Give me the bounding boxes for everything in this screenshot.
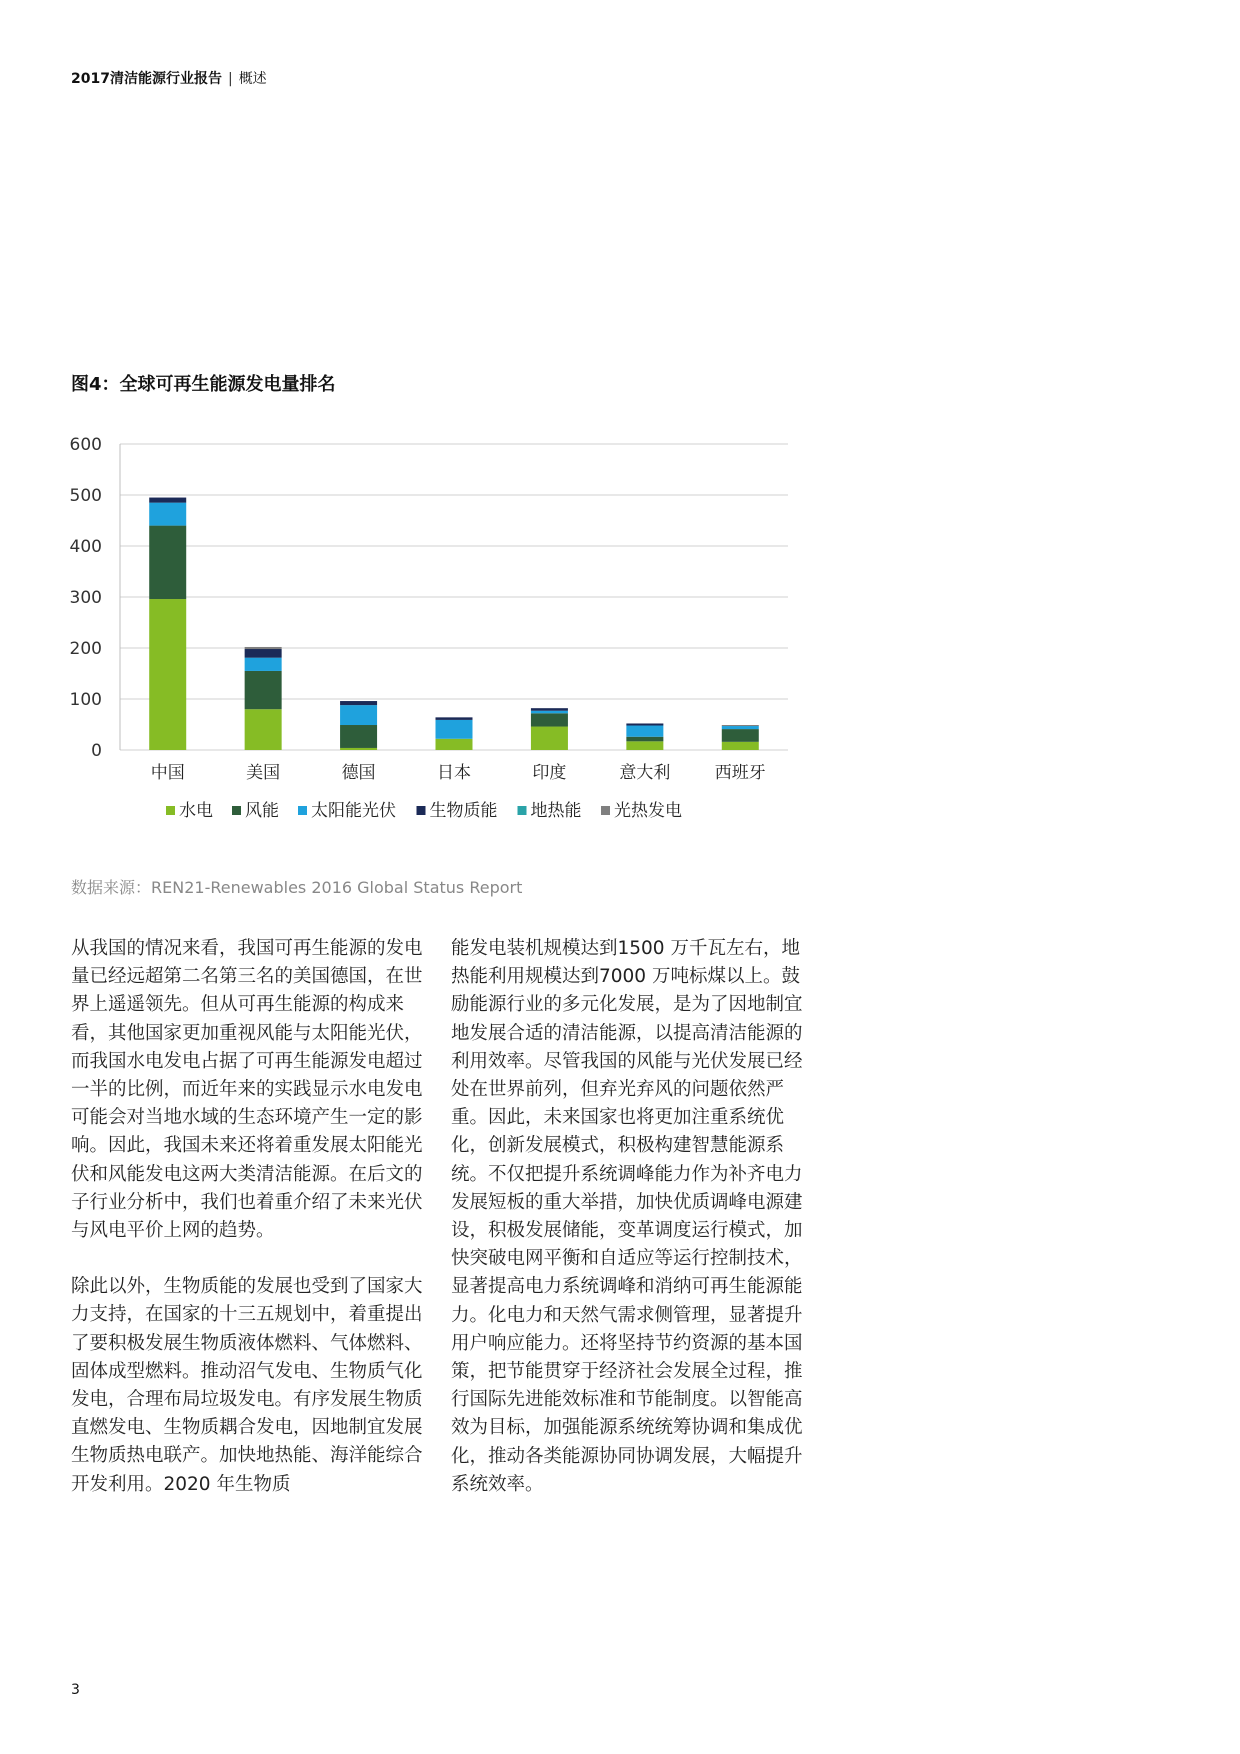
bar-segment [245,709,282,750]
figure-title: 图4：全球可再生能源发电量排名 [71,374,336,395]
bar-segment [149,526,186,599]
y-tick-label: 200 [69,639,102,659]
bar-segment [149,498,186,503]
bar-segment [340,748,377,750]
section-name: 概述 [238,71,267,87]
bar-segment [245,658,282,671]
body-paragraph: 能发电装机规模达到1500 万千瓦左右，地热能利用规模达到7000 万吨标煤以上。鼓励能源行业的多元化发展，是为了因地制宜地发展合适的清洁能源，以提高清洁能源的利用效率。尽管我国的风能与光伏发展已经处在世界前列，但弃光弃风的问题依然严重。因此，未来国家也将更加注重系统优化，创新发展模式，积极构建智慧能源系统。不仅把提升系统调峰能力作为补齐电力发展短板的重大举措，加快优质调峰电源建设，积极发展储能，变革调度运行模式，加快突破电网平衡和自适应等运行控制技术，显著提高电力系统调峰和消纳可再生能源能力。化电力和天然气需求侧管理，显著提升用户响应能力。还将坚持节约资源的基本国策，把节能贯穿于经济社会发展全过程，推行国际先进能效标准和节能制度。以智能高效为目标，加强能源系统统筹协调和集成优化，推动各类能源协同协调发展，大幅提升系统效率。 [451,938,803,1495]
legend-label: 生物质能 [429,801,498,821]
x-tick-label: 日本 [437,763,471,783]
legend-swatch [298,806,307,815]
bar-segment [149,503,186,526]
running-header [71,68,267,88]
legend-swatch [166,806,175,815]
bar-segment [340,701,377,705]
bar-segment [436,720,473,739]
bar-segment [245,647,282,649]
legend-swatch [601,806,610,815]
header-separator: | [227,71,233,87]
y-tick-label: 300 [69,588,102,608]
bar-segment [245,671,282,709]
legend-swatch [232,806,241,815]
y-tick-label: 100 [69,690,102,710]
bar-segment [340,705,377,725]
x-tick-label: 西班牙 [714,763,766,783]
legend-swatch [518,806,527,815]
bar-segment [436,739,473,750]
data-source [71,875,522,898]
y-tick-label: 600 [69,435,102,455]
bar-segment [531,711,568,714]
x-tick-label: 美国 [246,763,281,783]
x-tick-label: 德国 [341,763,376,783]
body-column-left [71,935,423,1527]
legend-label: 地热能 [530,801,582,821]
y-tick-label: 500 [69,486,102,506]
legend-label: 太阳能光伏 [311,801,396,821]
bar-segment [531,727,568,750]
bar-segment [722,725,759,726]
source-label: 数据来源： [71,878,152,897]
bar-segment [722,742,759,750]
renewable-generation-chart [60,420,820,850]
x-tick-label: 意大利 [619,763,671,783]
x-tick-label: 印度 [532,763,567,783]
body-paragraph: 除此以外，生物质能的发展也受到了国家大力支持，在国家的十三五规划中，着重提出了要积极发展生物质液体燃料、气体燃料、固体成型燃料。推动沼气发电、生物质气化发电，合理布局垃圾发电。有序发展生物质直燃发电、生物质耦合发电，因地制宜发展生物质热电联产。加快地热能、海洋能综合开发利用。2020 年生物质 [71,1276,423,1495]
legend-swatch [417,806,426,815]
bar-segment [245,649,282,658]
bar-segment [531,713,568,726]
y-tick-label: 400 [69,537,102,557]
legend-label: 水电 [179,801,213,821]
bar-segment [340,725,377,748]
bar-segment [626,741,663,750]
bar-segment [626,723,663,725]
bar-segment [722,729,759,742]
y-tick-label: 0 [91,741,102,761]
legend-label: 光热发电 [614,801,682,821]
bar-segment [149,599,186,750]
bar-segment [626,737,663,742]
body-paragraph: 从我国的情况来看，我国可再生能源的发电量已经远超第二名第三名的美国德国，在世界上遥遥领先。但从可再生能源的构成来看，其他国家更加重视风能与太阳能光伏，而我国水电发电占据了可再生能源发电超过一半的比例，而近年来的实践显示水电发电可能会对当地水域的生态环境产生一定的影响。因此，我国未来还将着重发展太阳能光伏和风能发电这两大类清洁能源。在后文的子行业分析中，我们也着重介绍了未来光伏与风电平价上网的趋势。 [71,938,423,1242]
body-column-right [451,935,803,1527]
bar-segment [436,717,473,720]
report-title: 2017清洁能源行业报告 [71,71,222,87]
bar-segment [531,708,568,711]
x-tick-label: 中国 [150,763,185,783]
page-number: 3 [71,1682,80,1698]
source-text: REN21-Renewables 2016 Global Status Report [151,878,523,897]
legend-label: 风能 [245,801,279,821]
bar-segment [626,726,663,737]
bar-segment [722,726,759,729]
